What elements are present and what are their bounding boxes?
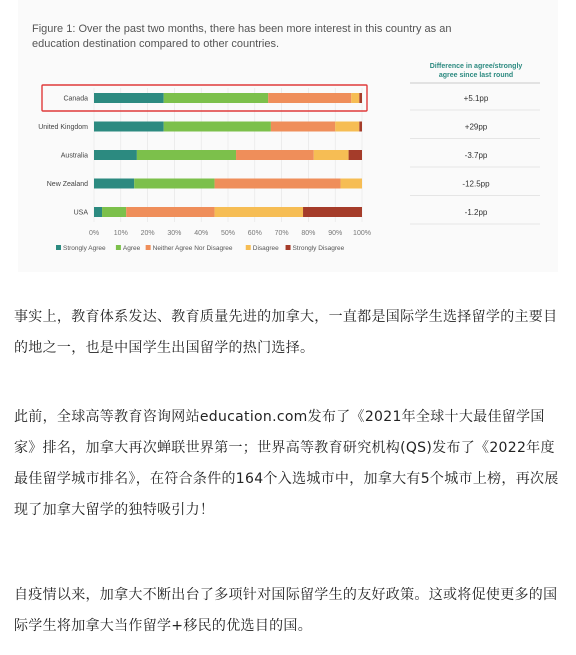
- bar-segment: [126, 207, 214, 217]
- x-tick-label: 30%: [167, 230, 182, 237]
- bar-segment: [94, 122, 164, 132]
- bar-segment: [94, 179, 134, 189]
- legend-swatch: [246, 245, 251, 250]
- bar-segment: [349, 150, 362, 160]
- category-label: USA: [73, 209, 88, 217]
- stacked-bar-chart: [18, 0, 558, 272]
- bar-segment: [164, 93, 269, 103]
- bar-segment: [137, 150, 236, 160]
- bar-segment: [102, 207, 126, 217]
- difference-value: -3.7pp: [464, 151, 488, 160]
- x-tick-label: 50%: [220, 230, 236, 237]
- legend-label: Neither Agree Nor Disagree: [152, 245, 233, 252]
- difference-value: +5.1pp: [463, 94, 489, 103]
- bar-segment: [94, 93, 164, 103]
- article-paragraph-3: 自疫情以来，加拿大不断出台了多项针对国际留学生的友好政策。这或将促使更多的国际学生将加拿大当作留学+移民的优选目的国。: [14, 587, 558, 634]
- x-tick-label: 10%: [113, 230, 128, 237]
- bar-segment: [303, 207, 362, 217]
- difference-value: -1.2pp: [464, 208, 488, 217]
- legend-swatch: [116, 245, 121, 250]
- x-tick-label: 80%: [301, 230, 316, 237]
- bar-segment: [341, 179, 362, 189]
- bar-segment: [359, 93, 362, 103]
- category-label: New Zealand: [46, 181, 88, 188]
- bar-segment: [351, 93, 359, 103]
- x-tick-label: 0%: [88, 230, 100, 237]
- bar-segment: [164, 122, 271, 132]
- bar-segment: [94, 150, 137, 160]
- x-tick-label: 100%: [353, 230, 371, 237]
- legend-label: Strongly Agree: [63, 245, 106, 252]
- bar-segment: [134, 179, 214, 189]
- x-tick-label: 90%: [328, 230, 343, 237]
- legend-swatch: [56, 245, 61, 250]
- difference-value: +29pp: [464, 122, 488, 132]
- legend-swatch: [146, 245, 151, 250]
- article-paragraph-1: 事实上，教育体系发达、教育质量先进的加拿大，一直都是国际学生选择留学的主要目的地之一，也是中国学生出国留学的热门选择。: [14, 309, 558, 356]
- figure-card: [18, 0, 558, 272]
- category-label: United Kingdom: [38, 124, 88, 131]
- bar-segment: [314, 150, 349, 160]
- legend-label: Strongly Disagree: [292, 245, 345, 252]
- difference-header: agree since last round: [438, 72, 514, 79]
- bar-segment: [268, 93, 351, 103]
- bar-segment: [94, 207, 102, 217]
- x-tick-label: 20%: [140, 230, 155, 237]
- category-label: Canada: [63, 95, 88, 103]
- chart-title: Figure 1: Over the past two months, there has been more interest in this country as an education destination compared to other countries.: [32, 23, 452, 50]
- difference-header: Difference in agree/strongly: [429, 63, 523, 70]
- article-paragraph-2: 此前，全球高等教育咨询网站education.com发布了《2021年全球十大最佳留学国家》排名，加拿大再次蝉联世界第一；世界高等教育研究机构(QS)发布了《2022年度最佳留学城市排名》，在符合条件的164个入选城市中，加拿大有5个城市上榜，再次展现了加拿大留学的独特吸引力！: [14, 409, 559, 518]
- x-tick-label: 70%: [274, 230, 289, 237]
- bar-segment: [215, 179, 341, 189]
- bar-segment: [215, 207, 303, 217]
- category-label: Australia: [60, 152, 88, 160]
- legend-swatch: [286, 245, 291, 250]
- legend-label: Disagree: [252, 245, 279, 252]
- difference-value: -12.5pp: [462, 179, 490, 189]
- bar-segment: [335, 122, 359, 132]
- bar-segment: [359, 122, 362, 132]
- x-tick-label: 40%: [194, 230, 209, 237]
- bar-segment: [236, 150, 314, 160]
- bar-segment: [271, 122, 335, 132]
- legend-label: Agree: [122, 245, 141, 252]
- x-tick-label: 60%: [247, 230, 262, 237]
